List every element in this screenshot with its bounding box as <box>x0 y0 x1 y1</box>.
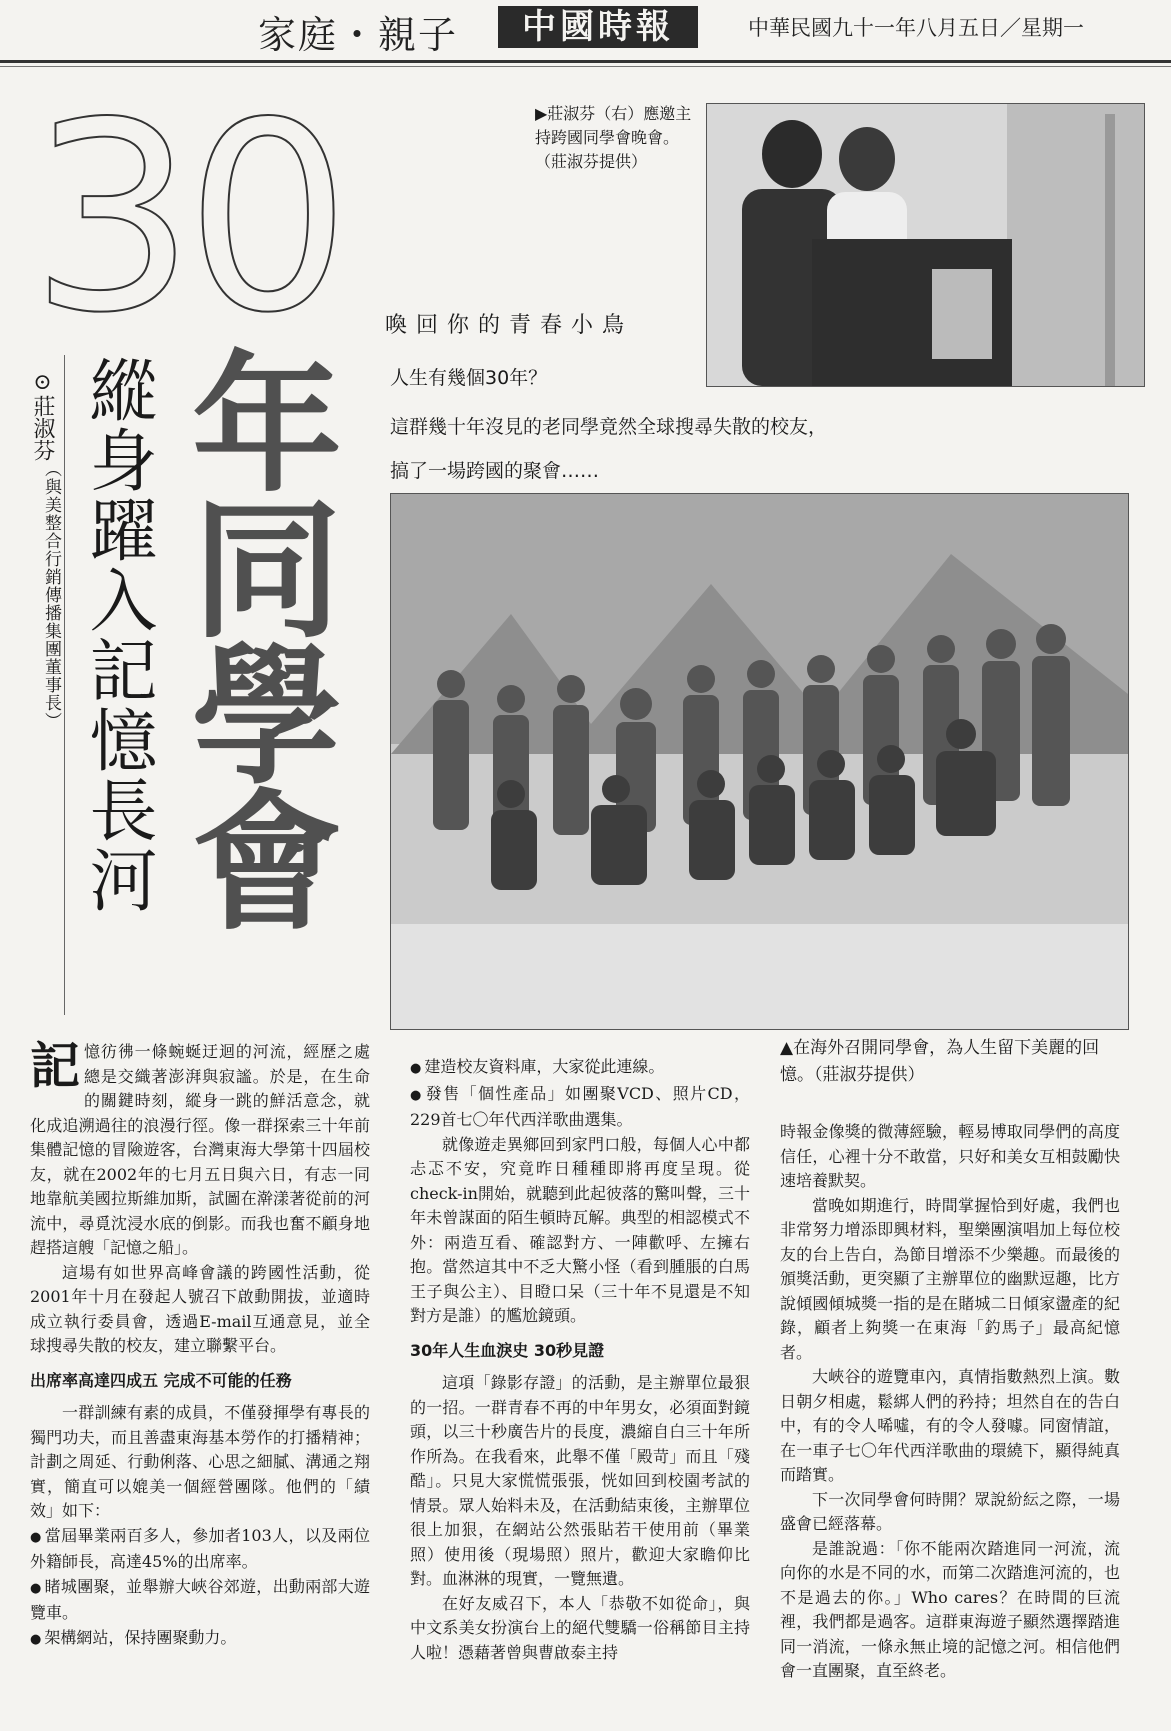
bullet-item: ● 當屆畢業兩百多人，參加者103人，以及兩位外籍師長，高達45%的出席率。 <box>30 1525 370 1571</box>
bullet-item: ● 睹城團聚，並舉辦大峽谷郊遊，出動兩部大遊覽車。 <box>30 1576 370 1622</box>
headline-kicker: 喚回你的青春小鳥 <box>385 313 634 338</box>
paragraph-4: 就像遊走異鄉回到家門口般，每個人心中都忐忑不安，究竟昨日種種即將再度呈現。從check-in開始，就聽到此起彼落的驚叫聲，三十年未曾謀面的陌生頓時瓦解。典型的相認模式不外：兩造互看、確認對方、一陣歡呼、左擁右抱。當然這其中不乏大驚小怪（看到腫脹的白馬王子與公主）、目瞪口呆（三十年不見還是不知對方是誰）的尷尬鏡頭。 <box>410 1134 750 1325</box>
byline-note: （與美整合行銷傳播集團董事長） <box>41 460 61 730</box>
bullet-item: ● 架構網站，保持團聚動力。 <box>30 1627 237 1647</box>
drop-cap: 記 <box>30 1036 80 1095</box>
bullet-icon: ● <box>30 1580 42 1596</box>
number-30-outline: 30 <box>30 110 341 315</box>
lead-line-2: 這群幾十年沒見的老同學竟然全球搜尋失散的校友， <box>390 416 828 438</box>
headline-main: 年同學會 <box>166 345 340 929</box>
byline: ⊙莊淑芬 <box>30 370 55 461</box>
photo-podium <box>706 103 1145 387</box>
lead-line-3: 搞了一場跨國的聚會…… <box>390 460 600 482</box>
headline-sub: 縱身躍入記憶長河 <box>78 355 157 915</box>
issue-date: 中華民國九十一年八月五日／星期一 <box>748 16 1084 40</box>
section-title: 家庭・親子 <box>258 13 459 57</box>
paragraph-2: 這場有如世界高峰會議的跨國性活動，從2001年十月在發起人號召下啟動開拔，並適時成立執行委員會，透過E-mail互通意見，並全球搜尋失散的校友，建立聯繫平台。 <box>30 1262 370 1355</box>
photo-caption-group: ▲在海外召開同學會，為人生留下美麗的回憶。（莊淑芬提供） <box>780 1038 1100 1085</box>
article-column-1 <box>30 1036 370 1652</box>
paragraph-5: 這項「錄影存證」的活動，是主辦單位最狠的一招。一群青春不再的中年男女，必須面對鏡頭，以三十秒廣告片的長度，濃縮自白三十年所作所為。在我看來，此舉不僅「殿苛」而且「殘酷」。只見大家慌慌張張，恍如回到校園考試的情景。眾人始料未及，在活動結束後，主辦單位很上加狠，在網站公然張貼若干使用前（畢業照）使用後（現場照）照片，歡迎大家瞻仰比對。血淋淋的現實，一覽無遺。 <box>410 1373 750 1588</box>
article-column-2 <box>410 1055 750 1665</box>
bullet-item: ● 建造校友資料庫，大家從此連線。 <box>410 1057 665 1076</box>
paragraph-8: 當晚如期進行，時間掌握恰到好處，我們也非常努力增添即興材料，聖樂團演唱加上每位校友的台上告白，為節目增添不少樂趣。而最後的頒獎活動，更突顯了主辦單位的幽默逗趣，比方說傾國傾城獎一指的是在賭城二日傾家盪產的紀錄，顧者上夠獎一在東海「釣馬子」最高紀憶者。 <box>780 1195 1120 1362</box>
subhead-attendance: 出席率高達四成五 完成不可能的任務 <box>30 1370 292 1390</box>
article-column-3 <box>780 1120 1120 1684</box>
bullet-item: ● 發售「個性產品」如團聚VCD、照片CD，229首七〇年代西洋歌曲選集。 <box>410 1083 751 1129</box>
paragraph-3: 一群訓練有素的成員，不僅發揮學有專長的獨門功夫，而且善盡東海基本勞作的打播精神；計劃之周延、行動俐落、心思之細膩、溝通之翔實，簡直可以媲美一個經營團隊。他們的「績效」如下： <box>30 1403 370 1520</box>
bullet-icon: ● <box>30 1529 42 1545</box>
decorative-number-30 <box>30 110 390 315</box>
column-rule <box>64 355 65 1015</box>
paragraph-9: 大峽谷的遊覽車內，真情指數熱烈上演。數日朝夕相處，鬆綁人們的矜持；坦然自在的告白中，有的令人唏噓，有的令人發噱。同窗情誼，在一車子七〇年代西洋歌曲的環繞下，顯得純真而踏實。 <box>780 1367 1120 1484</box>
masthead-rule <box>0 60 1171 63</box>
bullet-icon: ● <box>410 1087 423 1103</box>
paragraph-7: 時報金像獎的微薄經驗，輕易博取同學們的高度信任，心裡十分不敢當，只好和美女互相鼓勵快速培養默契。 <box>780 1122 1120 1190</box>
subhead-video: 30年人生血淚史 30秒見證 <box>410 1340 605 1360</box>
paragraph-10: 下一次同學會何時開？眾說紛紜之際，一場盛會已經落幕。 <box>780 1489 1120 1533</box>
paragraph-11: 是誰說過：「你不能兩次踏進同一河流，流向你的水是不同的水，而第二次踏進河流的，也不是過去的你。」Who cares？在時間的巨流裡，我們都是過客。這群東海遊子顯然選擇踏進同一消流，一條永無止境的記憶之河。相信他們會一直團聚，直至終老。 <box>780 1538 1120 1680</box>
photo-group <box>390 493 1129 1030</box>
bullet-icon: ● <box>410 1061 422 1076</box>
lead-line-1: 人生有幾個30年？ <box>390 367 548 389</box>
photo-caption-podium: ▶莊淑芬（右）應邀主持跨國同學會晚會。（莊淑芬提供） <box>535 104 692 171</box>
newspaper-logo: 中國時報 <box>498 6 698 48</box>
bullet-icon: ● <box>30 1631 42 1647</box>
paragraph-6: 在好友威召下，本人「恭敬不如從命」，與中文系美女扮演台上的絕代雙驕一俗稱節目主持人啦！憑藉著曾與曹啟泰主持 <box>410 1593 750 1662</box>
paragraph-1: 記憶彷彿一條蜿蜒迂迴的河流，經歷之處總是交織著澎湃與寂謐。於是，在生命的關鍵時刻，縱身一跳的鮮活意念，就化成追溯過往的浪漫行徑。像一群探索三十年前集體記憶的冒險遊客，台灣東海大學第十四屆校友，就在2002年的七月五日與六日，有志一同地靠航美國拉斯維加斯，試圖在澣漾著從前的河流中，尋覓沈浸水底的倒影。而我也奮不顧身地趕搭這艘「記憶之船」。 <box>30 1036 370 1257</box>
masthead-rule-thin <box>0 66 1171 67</box>
